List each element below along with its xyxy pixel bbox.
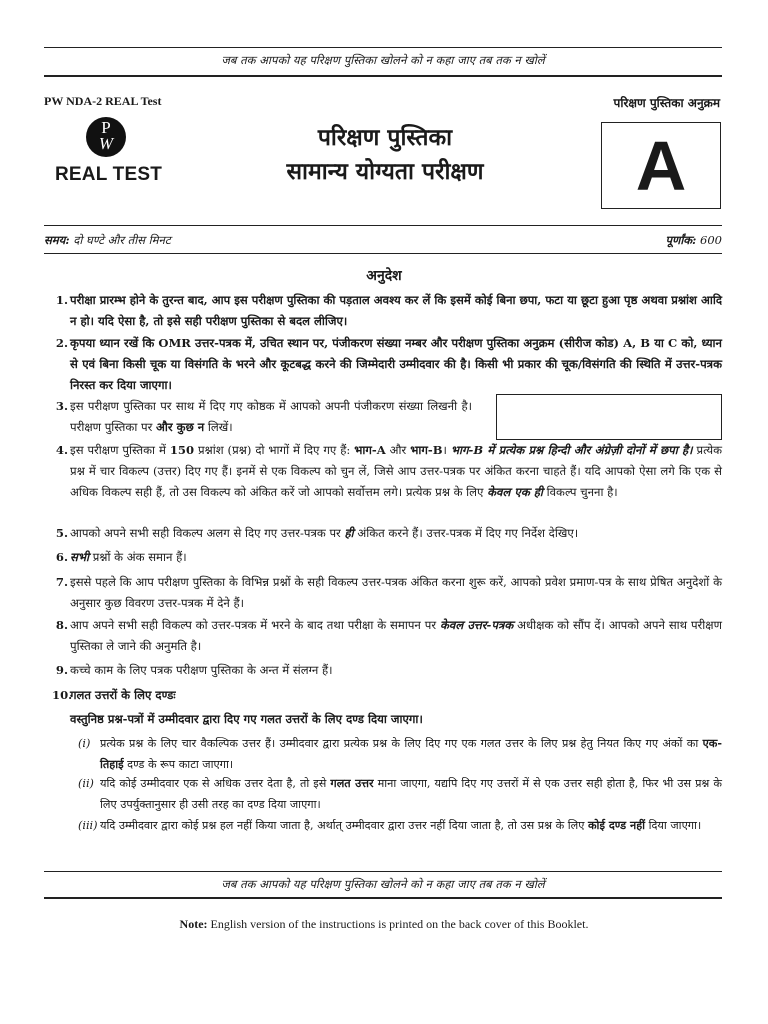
text-part: विकल्प चुनना है। bbox=[546, 485, 618, 499]
instruction-text bbox=[70, 396, 472, 438]
time-label: समय: bbox=[44, 233, 70, 247]
penalty-text bbox=[100, 773, 722, 815]
time-info bbox=[44, 233, 171, 248]
penalty-text bbox=[100, 815, 722, 836]
text-part: अंकित करने हैं। उत्तर-पत्रक में दिए गए निर्देश देखिए। bbox=[357, 526, 579, 540]
text-part: यदि उम्मीदवार द्वारा कोई प्रश्न हल नहीं किया जाता है, अर्थात् उम्मीदवार द्वारा उत्तर नहीं दिया जाता है, तो उस प्रश्न के लिए bbox=[100, 819, 585, 832]
booklet-subtitle: सामान्य योग्यता परीक्षण bbox=[286, 158, 484, 185]
marks-info bbox=[665, 233, 722, 248]
text-emphasis: केवल उत्तर-पत्रक bbox=[439, 618, 514, 632]
text-part: इस परीक्षण पुस्तिका पर साथ में दिए गए कोष्ठक में आपको अपनी पंजीकरण संख्या लिखनी है। परीक्षण पुस्तिका पर bbox=[70, 399, 472, 434]
logo-text: REAL TEST bbox=[55, 164, 163, 185]
text-part: माना जाएगा, यद्यपि दिए गए उत्तरों में से एक उत्तर सही होता है, फिर भी उस प्रश्न के लिए उपर्युक्तानुसार ही उसी तरह का दण्ड दिया जाएगा। bbox=[100, 777, 722, 811]
text-part: दण्ड के रूप काटा जाएगा। bbox=[127, 758, 234, 771]
instruction-number: 5. bbox=[55, 526, 68, 540]
penalty-item bbox=[78, 773, 722, 815]
instruction-text: इससे पहले कि आप परीक्षण पुस्तिका के विभिन्न प्रश्नों के सही विकल्प उत्तर-पत्रक अंकित करना शुरू करें, आपको प्रवेश प्रमाण-पत्र के साथ प्रेषित अनुदेशों के अनुसार कुछ विवरण उत्तर-पत्रक में देने हैं। bbox=[70, 575, 722, 610]
text-part: यदि कोई उम्मीदवार एक से अधिक उत्तर देता है, तो इसे bbox=[100, 777, 327, 790]
top-notice-divider bbox=[44, 75, 722, 77]
penalty-subtitle: वस्तुनिष्ठ प्रश्न-पत्रों में उम्मीदवार द्वारा दिए गए गलत उत्तरों के लिए दण्ड दिया जाएगा। bbox=[70, 712, 423, 726]
penalty-number: (i) bbox=[78, 737, 91, 750]
logo-letter-w: W bbox=[98, 134, 114, 153]
note-text: English version of the instructions is printed on the back cover of this Booklet. bbox=[210, 917, 589, 931]
text-part: आप अपने सभी सही विकल्प को उत्तर-पत्रक में भरने के बाद तथा परीक्षा के समापन पर bbox=[70, 618, 437, 632]
penalty-text bbox=[100, 733, 722, 775]
top-divider bbox=[44, 47, 722, 48]
instruction-text: कृपया ध्यान रखें कि OMR उत्तर-पत्रक में, उचित स्थान पर, पंजीकरण संख्या नम्बर और परीक्षण पुस्तिका अनुक्रम (सीरीज कोड) A, B या C को, ध्यान से एवं बिना किसी चूक या विसंगति के भरने और कूटबद्ध करने की जिम्मेदारी उम्मीदवार की है। किसी भी प्रकार की चूक/विसंगति की स्थिति में उत्तर-पत्रक निरस्त कर दिया जाएगा। bbox=[70, 336, 722, 392]
text-emphasis: केवल एक ही bbox=[487, 485, 543, 499]
penalty-subtitle-row bbox=[52, 709, 722, 730]
instruction-number: 6. bbox=[55, 550, 68, 564]
instruction-text: कच्चे काम के लिए पत्रक परीक्षण पुस्तिका के अन्त में संलग्न हैं। bbox=[70, 663, 333, 677]
instruction-text bbox=[70, 523, 722, 544]
instruction-text bbox=[70, 615, 722, 657]
text-emphasis: कोई दण्ड नहीं bbox=[587, 818, 646, 832]
note-label: Note: bbox=[179, 917, 208, 931]
meta-top-divider bbox=[44, 225, 722, 226]
instruction-number: 8. bbox=[55, 618, 68, 632]
instruction-item bbox=[52, 615, 722, 657]
text-part: अधीक्षक को सौंप दें। आपको अपने साथ परीक्षण पुस्तिका ले जाने की अनुमति है। bbox=[70, 618, 722, 653]
marks-value: 600 bbox=[700, 233, 722, 247]
instruction-item bbox=[52, 333, 722, 396]
instruction-item bbox=[52, 396, 472, 438]
series-code: A bbox=[635, 127, 687, 205]
text-emphasis: सभी bbox=[70, 550, 89, 564]
penalty-number: (iii) bbox=[78, 819, 98, 832]
footer-note bbox=[0, 917, 768, 932]
meta-bottom-divider bbox=[44, 253, 722, 254]
registration-number-box[interactable] bbox=[496, 394, 722, 440]
instruction-item bbox=[52, 440, 722, 503]
instruction-item bbox=[52, 523, 722, 544]
instruction-text bbox=[70, 440, 722, 503]
instruction-text: परीक्षा प्रारम्भ होने के तुरन्त बाद, आप इस परीक्षण पुस्तिका की पड़ताल अवश्य कर लें कि इसमें कोई बिना छपा, फटा या छूटा हुआ पृष्ठ अथवा प्रश्नांश आदि न हो। यदि ऐसा है, तो इसे सही परीक्षण पुस्तिका से बदल लीजिए। bbox=[70, 293, 722, 328]
text-part: दिया जाएगा। bbox=[648, 819, 702, 832]
bottom-notice-divider bbox=[44, 871, 722, 872]
instruction-number: 4. bbox=[55, 443, 68, 457]
text-emphasis: एक-तिहाई bbox=[100, 736, 722, 771]
text-part: प्रश्नांश (प्रश्न) दो भागों में दिए गए हैं: bbox=[197, 443, 351, 457]
instruction-number: 10. bbox=[52, 688, 73, 702]
text-part: प्रत्येक प्रश्न के लिए चार वैकल्पिक उत्तर हैं। उम्मीदवार द्वारा प्रत्येक प्रश्न के लिए दिए गए एक गलत उत्तर के लिए प्रश्न हेतु नियत किए गए अंकों का bbox=[100, 737, 699, 750]
instruction-number: 2. bbox=[55, 336, 68, 350]
penalty-title: गलत उत्तरों के लिए दण्डः bbox=[70, 688, 176, 702]
test-name: PW NDA-2 REAL Test bbox=[44, 94, 162, 108]
series-code-box bbox=[601, 122, 721, 209]
top-notice: जब तक आपको यह परिक्षण पुस्तिका खोलने को न कहा जाए तब तक न खोलें bbox=[221, 53, 545, 67]
text-emphasis: ही bbox=[344, 526, 354, 540]
booklet-title: परिक्षण पुस्तिका bbox=[317, 124, 453, 151]
instruction-number: 1. bbox=[55, 293, 68, 307]
logo-letter-p: P bbox=[101, 118, 111, 137]
instruction-item bbox=[52, 660, 722, 681]
instruction-item bbox=[52, 547, 722, 568]
text-part: प्रत्येक प्रश्न में चार विकल्प (उत्तर) दिए गए हैं। इनमें से एक विकल्प को चुन लें, जिसे आप उत्तर-पत्रक पर अंकित करना चाहते हैं। यदि आपको ऐसा लगे कि एक से अधिक विकल्प सही हैं, तो उस विकल्प को अंकित करें जो आपको सर्वोत्तम लगे। प्रत्येक प्रश्न के लिए bbox=[70, 443, 723, 499]
penalty-item bbox=[78, 815, 722, 836]
text-part: लिखें। bbox=[207, 420, 233, 434]
text-emphasis: और कुछ न bbox=[156, 420, 205, 434]
text-emphasis: गलत उत्तर bbox=[330, 776, 374, 790]
instruction-item bbox=[52, 685, 722, 706]
marks-label: पूर्णांक: bbox=[665, 233, 697, 247]
text-emphasis: भाग-B में प्रत्येक प्रश्न हिन्दी और अंग्रेज़ी दोनों में छपा है। bbox=[450, 443, 693, 457]
instruction-number: 9. bbox=[55, 663, 68, 677]
text-emphasis: भाग-A bbox=[354, 443, 386, 457]
text-part: । bbox=[442, 443, 447, 457]
penalty-number: (ii) bbox=[78, 777, 94, 790]
time-value: दो घण्टे और तीस मिनट bbox=[73, 233, 171, 247]
instruction-item bbox=[52, 290, 722, 332]
text-part: प्रश्नों के अंक समान हैं। bbox=[92, 550, 187, 564]
text-emphasis: भाग-B bbox=[410, 443, 443, 457]
pw-logo bbox=[86, 117, 126, 157]
instructions-heading: अनुदेश bbox=[366, 268, 402, 284]
bottom-divider bbox=[44, 897, 722, 899]
series-label: परिक्षण पुस्तिका अनुक्रम bbox=[613, 96, 720, 110]
text-part: इस परीक्षण पुस्तिका में bbox=[70, 443, 166, 457]
instruction-number: 3. bbox=[55, 399, 68, 413]
instruction-text bbox=[70, 547, 722, 568]
text-part: आपको अपने सभी सही विकल्प अलग से दिए गए उत्तर-पत्रक पर bbox=[70, 526, 341, 540]
penalty-item bbox=[78, 733, 722, 775]
instruction-item bbox=[52, 572, 722, 614]
instruction-number: 7. bbox=[55, 575, 68, 589]
bottom-notice: जब तक आपको यह परिक्षण पुस्तिका खोलने को न कहा जाए तब तक न खोलें bbox=[221, 877, 545, 891]
text-part: और bbox=[389, 443, 407, 457]
text-emphasis: 150 bbox=[169, 443, 195, 457]
